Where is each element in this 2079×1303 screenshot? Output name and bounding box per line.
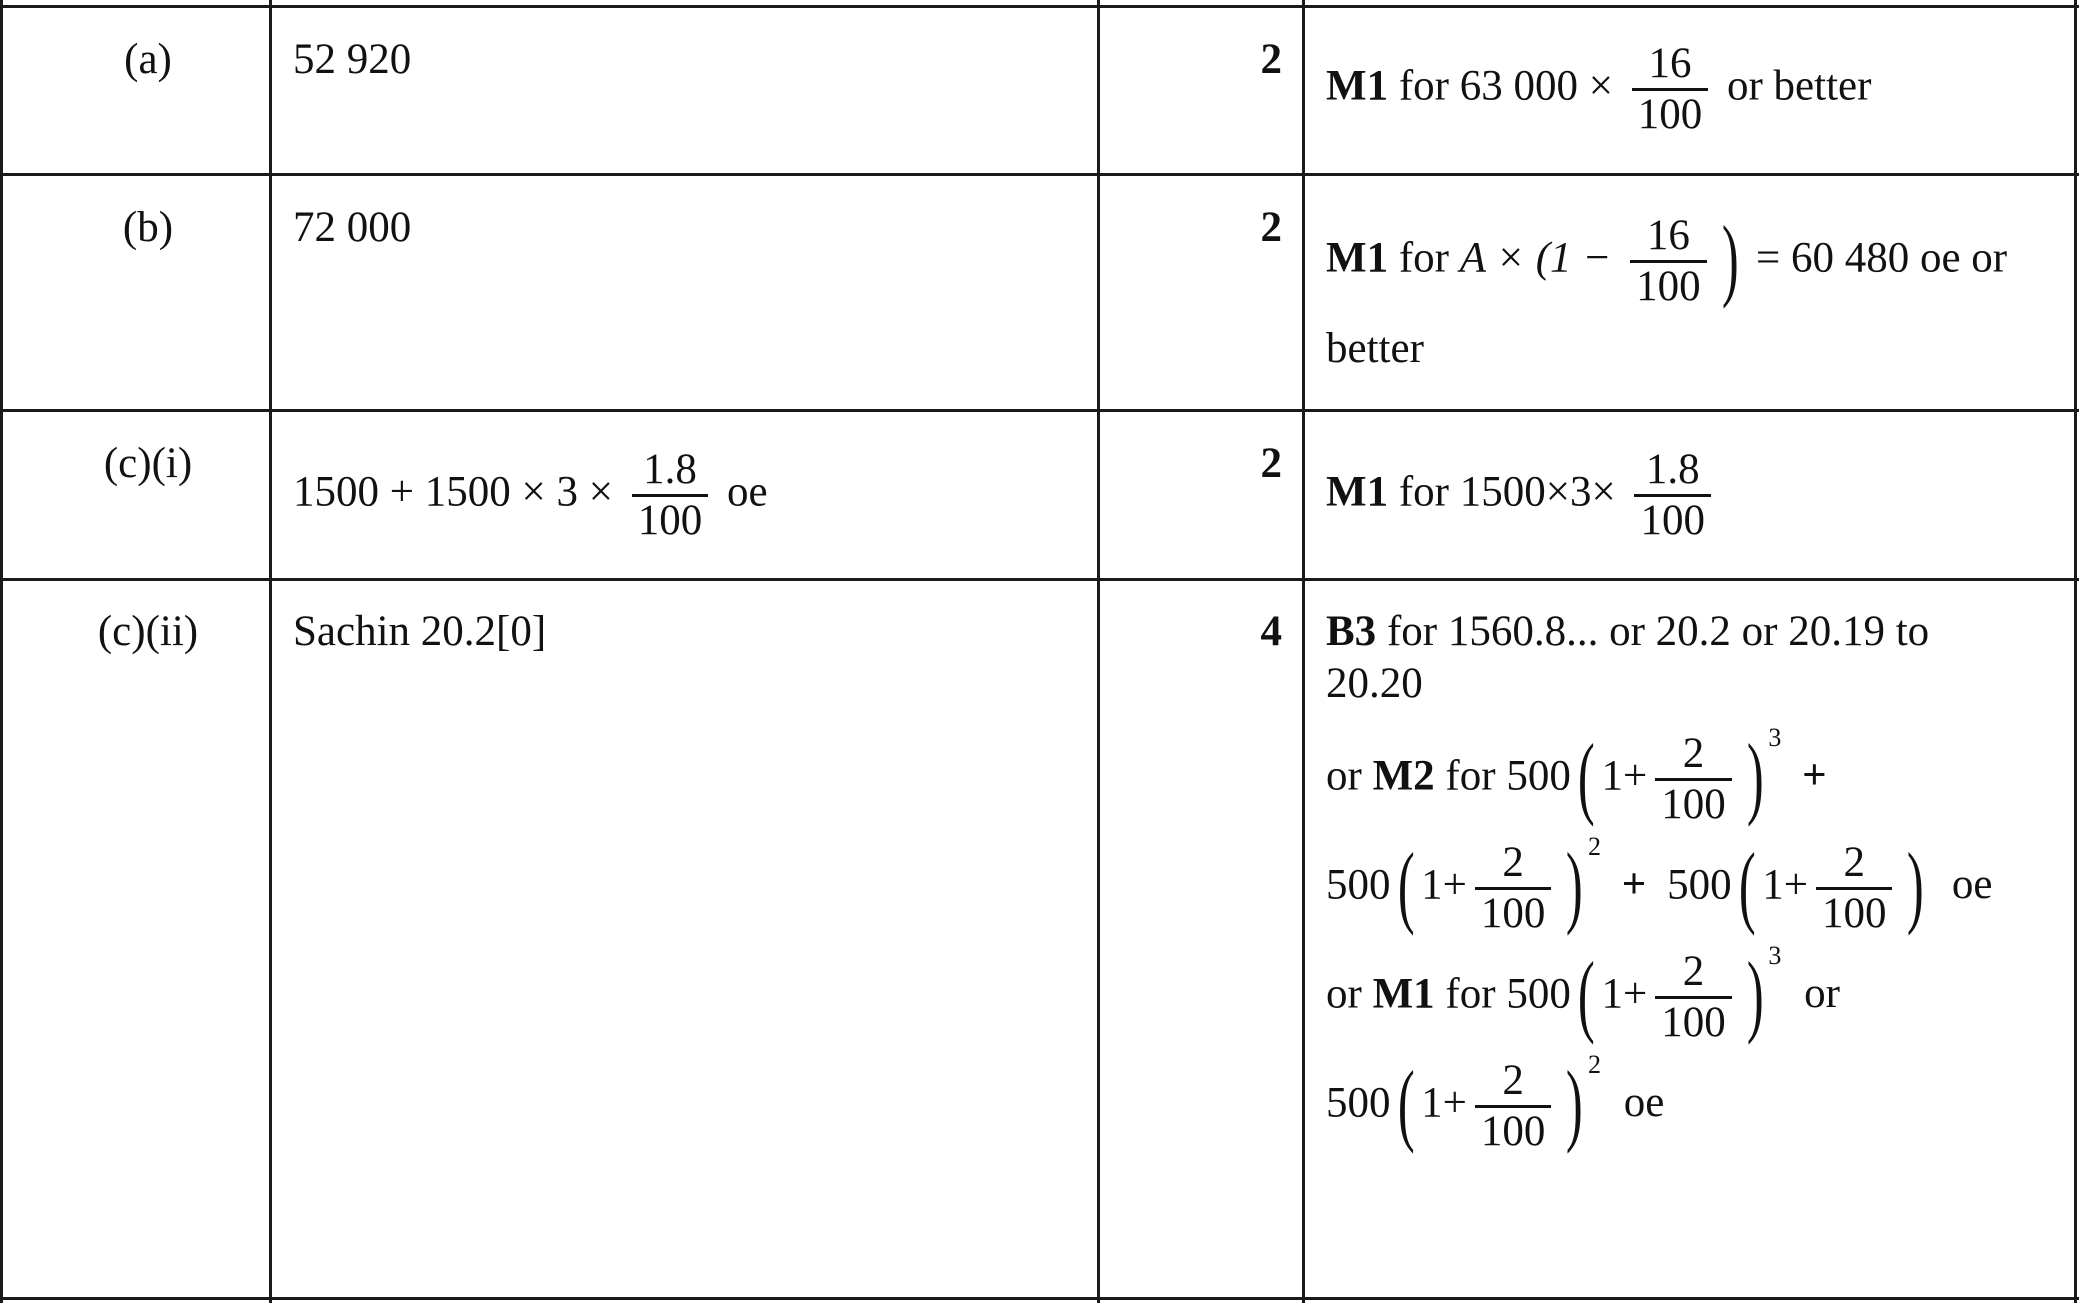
fraction	[1655, 948, 1732, 1047]
fraction-numerator: 2	[1843, 839, 1865, 886]
math-base: 500	[1506, 970, 1571, 1018]
notes-text: = 60 480 oe or	[1755, 234, 2008, 282]
fraction-numerator: 16	[1648, 40, 1692, 87]
fraction-numerator: 2	[1682, 730, 1705, 777]
fraction	[1475, 1057, 1552, 1156]
mark-cell: 2	[1260, 204, 1282, 251]
grid-line	[0, 578, 2079, 581]
left-paren: (	[1577, 942, 1595, 1045]
left-paren: (	[1738, 833, 1756, 936]
fraction	[1475, 839, 1552, 938]
right-paren: )	[1907, 833, 1925, 936]
method-code: M1	[1372, 970, 1435, 1018]
left-paren: (	[1397, 1051, 1415, 1154]
mark-cell: 2	[1260, 440, 1282, 487]
notes-text: for 1500×3×	[1388, 468, 1616, 516]
answer-text: oe	[727, 468, 768, 516]
plus-sign: +	[1802, 752, 1827, 800]
notes-text: for 63 000 ×	[1388, 62, 1613, 110]
notes-line	[1326, 1050, 1992, 1156]
fraction-numerator: 1.8	[1645, 446, 1700, 493]
exponent: 3	[1768, 941, 1782, 970]
fraction-denominator: 100	[1634, 494, 1711, 545]
math-base: 500	[1326, 1079, 1391, 1127]
fraction-denominator: 100	[1816, 887, 1893, 938]
notes-text: for	[1434, 970, 1507, 1018]
left-paren: (	[1397, 833, 1415, 936]
notes-text: or better	[1726, 62, 1872, 110]
fraction-numerator: 2	[1682, 948, 1705, 995]
notes-line	[1326, 606, 1992, 658]
notes-line	[1326, 206, 2008, 311]
part-label: (c)(ii)	[97, 608, 199, 655]
fraction-denominator: 100	[1655, 778, 1732, 829]
method-code: B3	[1326, 608, 1377, 655]
method-code: M1	[1326, 62, 1389, 110]
math-base: 500	[1667, 861, 1732, 909]
notes-line: better	[1326, 325, 1424, 372]
notes-cell	[1326, 206, 2008, 375]
right-paren: )	[1566, 1051, 1584, 1154]
grid-line	[0, 0, 3, 1303]
notes-text: oe	[1623, 1079, 1665, 1127]
exponent: 2	[1588, 1050, 1602, 1079]
grid-line	[2074, 0, 2077, 1303]
fraction-denominator: 100	[632, 494, 709, 545]
grid-line	[0, 1297, 2079, 1300]
grid-line	[1302, 0, 1305, 1303]
part-label: (b)	[122, 204, 174, 251]
notes-line	[1326, 723, 1992, 829]
right-paren: )	[1746, 942, 1764, 1045]
fraction-numerator: 16	[1646, 212, 1690, 259]
right-paren: )	[1566, 833, 1584, 936]
answer-text: 1500 + 1500 × 3 ×	[293, 468, 614, 516]
math-term: 1+	[1762, 861, 1808, 909]
notes-cell	[1326, 40, 1871, 139]
notes-text: or	[1804, 970, 1840, 1018]
notes-cell	[1326, 606, 1992, 1156]
right-paren: )	[1721, 206, 1739, 309]
grid-line	[0, 5, 2079, 8]
notes-text: for	[1388, 234, 1460, 282]
fraction-denominator: 100	[1475, 887, 1552, 938]
notes-line	[1326, 832, 1993, 938]
math-base: 500	[1506, 752, 1571, 800]
left-paren: (	[1577, 724, 1595, 827]
plus-sign: +	[1621, 861, 1647, 909]
notes-text: or	[1326, 752, 1373, 800]
grid-line	[0, 409, 2079, 412]
math-term: 1+	[1421, 1079, 1467, 1127]
fraction-denominator: 100	[1655, 996, 1732, 1047]
answer-cell: 72 000	[293, 204, 412, 251]
exponent: 2	[1588, 832, 1602, 861]
method-code: M1	[1326, 234, 1389, 282]
grid-line	[0, 173, 2079, 176]
method-code: M2	[1372, 752, 1435, 800]
part-label: (c)(i)	[103, 440, 193, 487]
fraction	[632, 446, 709, 545]
notes-text: oe	[1951, 861, 1993, 909]
math-term: 1+	[1421, 861, 1467, 909]
method-code: M1	[1326, 468, 1389, 516]
fraction-numerator: 2	[1502, 839, 1524, 886]
fraction-numerator: 2	[1502, 1057, 1524, 1104]
mark-cell: 4	[1260, 608, 1282, 655]
notes-text: for 1560.8... or 20.2 or 20.19 to	[1376, 608, 1930, 655]
fraction	[1630, 212, 1707, 311]
fraction-numerator: 1.8	[643, 446, 697, 493]
notes-cell	[1326, 446, 1719, 545]
notes-text: or	[1326, 970, 1373, 1018]
answer-cell: 52 920	[293, 36, 412, 83]
math-term: 1+	[1601, 752, 1648, 800]
notes-expression: A × (1 −	[1459, 234, 1612, 282]
answer-cell: Sachin 20.2[0]	[293, 608, 547, 655]
notes-line	[1326, 941, 1992, 1047]
notes-text: for	[1434, 752, 1507, 800]
right-paren: )	[1746, 724, 1764, 827]
fraction	[1632, 40, 1709, 139]
fraction-denominator: 100	[1475, 1105, 1552, 1156]
answer-cell	[293, 446, 768, 545]
fraction-denominator: 100	[1630, 260, 1707, 311]
fraction-denominator: 100	[1632, 88, 1709, 139]
mark-cell: 2	[1260, 36, 1282, 83]
fraction	[1655, 730, 1732, 829]
math-term: 1+	[1601, 970, 1648, 1018]
math-base: 500	[1326, 861, 1391, 909]
exponent: 3	[1768, 723, 1782, 752]
fraction	[1816, 839, 1893, 938]
part-label: (a)	[124, 36, 172, 83]
fraction	[1634, 446, 1711, 545]
notes-line: 20.20	[1326, 660, 1423, 707]
